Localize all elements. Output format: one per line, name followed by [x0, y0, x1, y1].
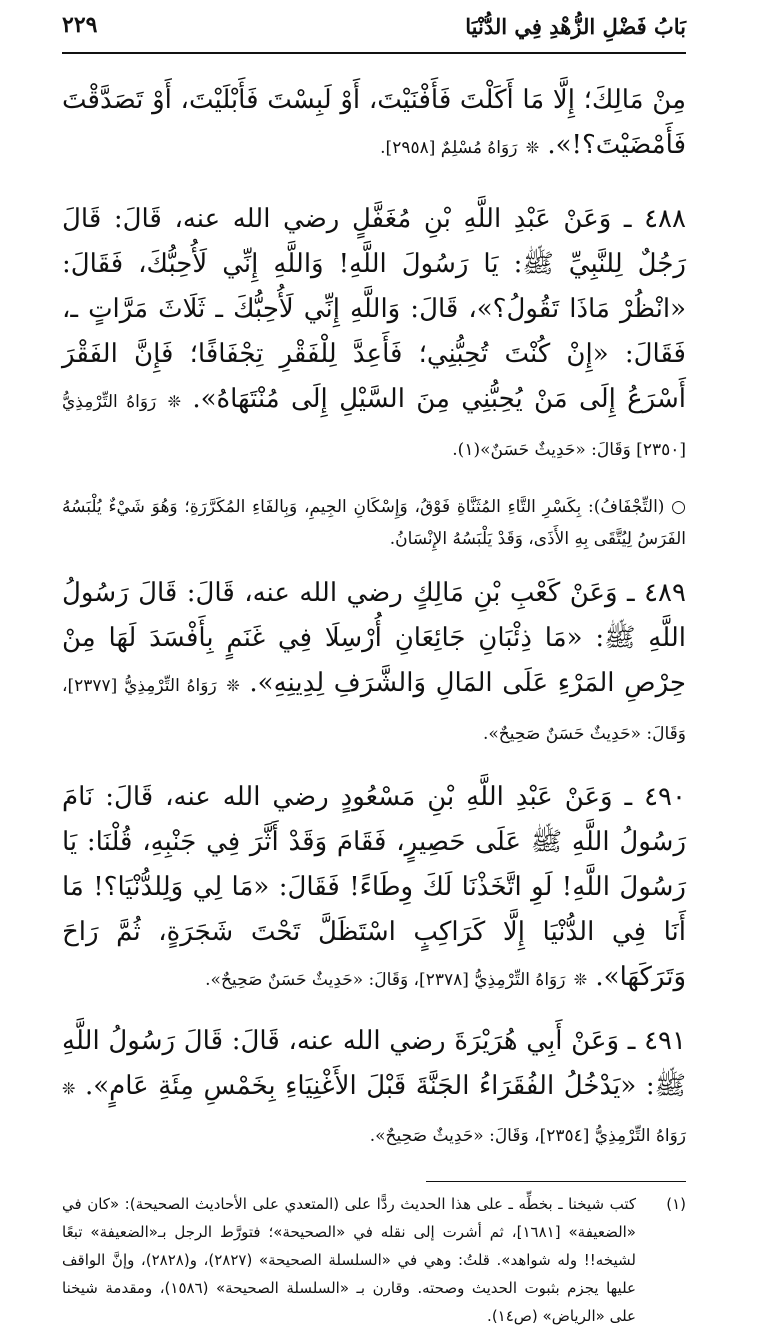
hadith-489 — [62, 571, 686, 757]
note-488 — [62, 491, 686, 555]
paragraph-reference: رَوَاهُ مُسْلِمٌ [٢٩٥٨]. — [380, 138, 518, 158]
page-header — [62, 0, 686, 54]
reference-marker: ❊ — [525, 138, 540, 157]
paragraph-continuation — [62, 78, 686, 171]
reference-marker: ❊ — [226, 676, 240, 695]
reference-marker: ❊ — [167, 392, 181, 411]
note-text: ○ (التِّجْفَافُ): بِكَسْرِ التَّاءِ المُثَنَّاةِ فَوْقُ، وَإِسْكَانِ الجِيمِ، وَبِالفَاءِ المُكَرَّرَةِ؛ وَهُوَ شَيْءٌ يُلْبَسُهُ الفَرَسُ لِيُتَّقَى بِهِ الأَذَى، وَقَدْ يَلْبَسُهُ الإِنْسَانُ. — [62, 497, 686, 549]
footnote-divider — [426, 1181, 686, 1182]
footnote-marker: (١) — [666, 1195, 686, 1213]
hadith-text: ٤٨٩ ـ وَعَنْ كَعْبِ بْنِ مَالِكٍ رضي الله عنه، قَالَ: قَالَ رَسُولُ اللَّهِ ﷺ: «مَا ذِئْبَانِ جَائِعَانِ أُرْسِلَا فِي غَنَمٍ بِأَفْسَدَ لَهَا مِنْ حِرْصِ المَرْءِ عَلَى المَالِ وَالشَّرَفِ لِدِينِهِ». — [62, 578, 686, 698]
hadith-text: ٤٨٨ ـ وَعَنْ عَبْدِ اللَّهِ بْنِ مُغَفَّلٍ رضي الله عنه، قَالَ: قَالَ رَجُلٌ لِلنَّبِيِّ ﷺ: يَا رَسُولَ اللَّهِ! وَاللَّهِ إِنِّي لَأُحِبُّكَ، فَقَالَ: «انْظُرْ مَاذَا تَقُولُ؟»، قَالَ: وَاللَّهِ إِنِّي لَأُحِبُّكَ ـ ثَلَاثَ مَرَّاتٍ ـ، فَقَالَ: «إِنْ كُنْتَ تُحِبُّنِي؛ فَأَعِدَّ لِلْفَقْرِ تِجْفَافًا؛ فَإِنَّ الفَقْرَ أَسْرَعُ إِلَى مَنْ يُحِبُّنِي مِنَ السَّيْلِ إِلَى مُنْتَهَاهُ». — [62, 204, 687, 414]
hadith-reference: رَوَاهُ التِّرْمِذِيُّ [٢٣٧٧]، وَقَالَ: «حَدِيثٌ حَسَنٌ صَحِيحٌ». — [62, 676, 686, 744]
hadith-text: ٤٩١ ـ وَعَنْ أَبِي هُرَيْرَةَ رضي الله عنه، قَالَ: قَالَ رَسُولُ اللَّهِ ﷺ: «يَدْخُلُ الفُقَرَاءُ الجَنَّةَ قَبْلَ الأَغْنِيَاءِ بِخَمْسِ مِئَةِ عَامٍ». — [62, 1026, 686, 1101]
hadith-488 — [62, 197, 686, 473]
hadith-490 — [62, 775, 686, 1003]
footnote — [62, 1190, 686, 1330]
hadith-reference: رَوَاهُ التِّرْمِذِيُّ [٢٣٥٠] وَقَالَ: «حَدِيثٌ حَسَنٌ»(١). — [62, 392, 686, 460]
hadith-text: ٤٩٠ ـ وَعَنْ عَبْدِ اللَّهِ بْنِ مَسْعُودٍ رضي الله عنه، قَالَ: نَامَ رَسُولُ اللَّهِ ﷺ عَلَى حَصِيرٍ، فَقَامَ وَقَدْ أَثَّرَ فِي جَنْبِهِ، قُلْنَا: يَا رَسُولَ اللَّهِ! لَوِ اتَّخَذْنَا لَكَ وِطَاءً! فَقَالَ: «مَا لِي وَلِلدُّنْيَا؟! مَا أَنَا فِي الدُّنْيَا إِلَّا كَرَاكِبٍ اسْتَظَلَّ تَحْتَ شَجَرَةٍ، ثُمَّ رَاحَ وَتَرَكَهَا». — [62, 782, 686, 992]
chapter-title: بَابُ فَضْلِ الزُّهْدِ فِي الدُّنْيَا — [465, 14, 686, 39]
reference-marker: ❊ — [62, 1079, 76, 1098]
hadith-491 — [62, 1019, 686, 1159]
hadith-reference: رَوَاهُ التِّرْمِذِيُّ [٢٣٧٨]، وَقَالَ: «حَدِيثٌ حَسَنٌ صَحِيحٌ». — [205, 970, 566, 990]
reference-marker: ❊ — [573, 970, 588, 989]
paragraph-text: مِنْ مَالِكَ؛ إِلَّا مَا أَكَلْتَ فَأَفْنَيْتَ، أَوْ لَبِسْتَ فَأَبْلَيْتَ، أَوْ تَصَدَّقْتَ فَأَمْضَيْتَ؟!». — [62, 85, 686, 160]
page-number: ٢٢٩ — [62, 12, 98, 38]
footnote-text: كتب شيخنا ـ بخطِّه ـ على هذا الحديث ردًّا على (المتعدي على الأحاديث الصحيحة): «كان في «الضعيفة» [١٦٨١]، ثم أشرت إلى نقله في «الصحيحة»؛ فتورَّط الرجل بـ«الضعيفة» تبعًا لشيخه!! وله شواهد». قلتُ: وهي في «السلسلة الصحيحة» (٢٨٢٧)، و(٢٨٢٨)، وإنَّ الواقف عليها يجزم بثبوت الحديث وصحته. وقارن بـ «السلسلة الصحيحة» (١٥٨٦)، ومقدمة شيخنا على «الرياض» (ص١٤). — [62, 1195, 637, 1325]
hadith-reference: رَوَاهُ التِّرْمِذِيُّ [٢٣٥٤]، وَقَالَ: «حَدِيثٌ صَحِيحٌ». — [369, 1126, 686, 1146]
